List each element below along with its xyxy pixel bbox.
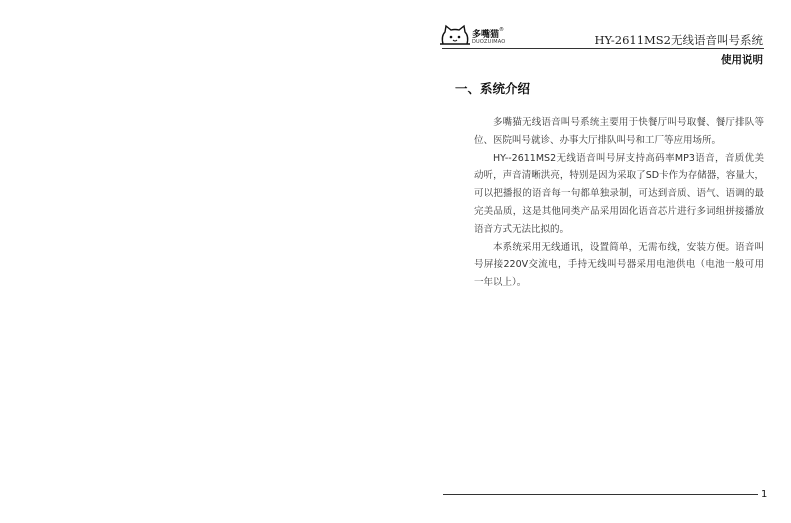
document-title: HY-2611MS2无线语音叫号系统	[594, 33, 763, 47]
header-divider	[442, 48, 764, 49]
cat-face-logo-icon	[440, 24, 470, 46]
brand-tagline: DUOZUIMAO	[472, 39, 506, 45]
body-paragraph: 多嘴猫无线语音叫号系统主要用于快餐厅叫号取餐、餐厅排队等位、医院叫号就诊、办事大厅排队叫号和工厂等应用场所。	[474, 117, 764, 146]
document-subtitle: 使用说明	[721, 54, 763, 66]
body-paragraph: HY--2611MS2无线语音叫号屏支持高码率MP3语音，音质优美动听，声音清晰洪亮，特别是因为采取了SD卡作为存储器，容量大，可以把播报的语音每一句都单独录制，可达到音质、语气、语调的最完美品质，这是其他同类产品采用固化语音芯片进行多词组拼接播放语音方式无法比拟的。	[474, 152, 764, 235]
section-heading: 一、系统介绍	[455, 81, 531, 96]
section-body	[474, 114, 764, 292]
body-paragraph: 本系统采用无线通讯，设置简单，无需布线，安装方便。语音叫号屏接220V交流电，手持无线叫号器采用电池供电（电池一般可用一年以上）。	[474, 241, 764, 289]
brand-logo	[440, 22, 530, 50]
page-number: 1	[761, 489, 768, 500]
brand-name: 多嘴猫®	[472, 27, 505, 40]
footer-divider	[443, 494, 758, 495]
